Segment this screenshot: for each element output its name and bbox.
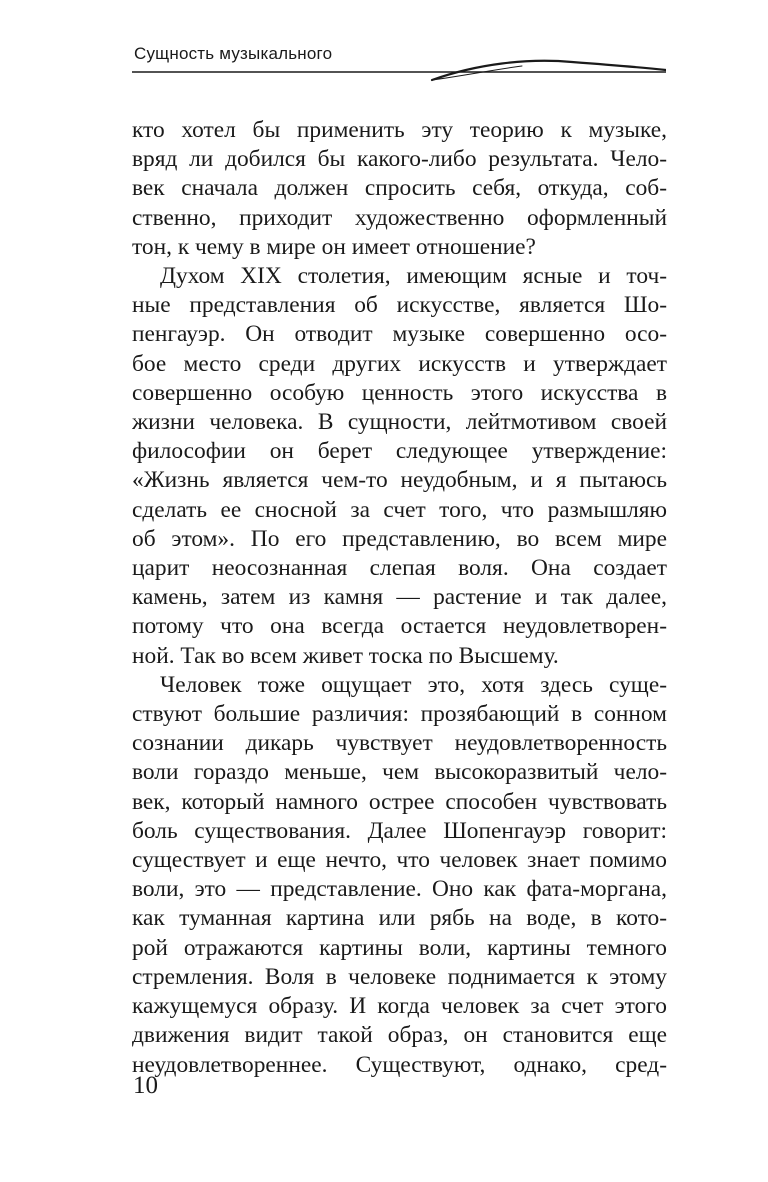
running-header: Сущность музыкального xyxy=(134,44,333,63)
text-line: ственно, приходит художественно оформленный xyxy=(132,204,667,231)
text-line: век, который намного острее способен чувствовать xyxy=(132,788,667,815)
text-line: пенгауэр. Он отводит музыке совершенно осо- xyxy=(132,321,667,348)
text-line: сознании дикарь чувствует неудовлетворенность xyxy=(132,730,667,757)
text-line: воли, это — представление. Оно как фата-моргана, xyxy=(132,876,667,903)
text-line: Духом XIX столетия, имеющим ясные и точ- xyxy=(160,263,667,290)
text-line: потому что она всегда остается неудовлетворен- xyxy=(132,613,667,640)
text-line: неудовлетвореннее. Существуют, однако, сред- xyxy=(132,1051,667,1078)
text-line: ствуют большие различия: прозябающий в сонном xyxy=(132,701,667,728)
text-line: кажущемуся образу. И когда человек за счет этого xyxy=(132,993,667,1020)
text-line: тон, к чему в мире он имеет отношение? xyxy=(132,233,536,260)
text-line: ные представления об искусстве, является Шо- xyxy=(132,292,667,319)
text-line: сделать ее сносной за счет того, что размышляю xyxy=(132,496,667,523)
text-line: кто хотел бы применить эту теорию к музыке, xyxy=(132,117,667,143)
text-line: век сначала должен спросить себя, откуда, соб- xyxy=(132,175,667,202)
text-line: «Жизнь является чем-то неудобным, и я пытаюсь xyxy=(132,467,667,494)
text-line: жизни человека. В сущности, лейтмотивом своей xyxy=(132,409,667,436)
text-line: Человек тоже ощущает это, хотя здесь суще- xyxy=(160,671,667,698)
page-number: 10 xyxy=(133,1072,158,1099)
text-line: вряд ли добился бы какого-либо результата. Чело- xyxy=(132,146,667,173)
text-line: об этом». По его представлению, во всем мире xyxy=(132,525,667,552)
text-line: движения видит такой образ, он становится еще xyxy=(132,1022,667,1049)
text-line: боль существования. Далее Шопенгауэр говорит: xyxy=(132,817,667,844)
text-line: философии он берет следующее утверждение: xyxy=(132,438,667,465)
text-line: стремления. Воля в человеке поднимается к этому xyxy=(132,963,667,990)
text-line: существует и еще нечто, что человек знает помимо xyxy=(132,847,667,874)
text-line: ной. Так во всем живет тоска по Высшему. xyxy=(132,642,559,669)
header-rule-ornament xyxy=(132,56,666,86)
text-line: бое место среди других искусств и утверждает xyxy=(132,350,667,377)
text-line: рой отражаются картины воли, картины темного xyxy=(132,934,667,961)
text-line: совершенно особую ценность этого искусства в xyxy=(132,379,667,406)
body-text xyxy=(132,116,667,1080)
text-line: царит неосознанная слепая воля. Она создает xyxy=(132,555,667,582)
text-line: камень, затем из камня — растение и так далее, xyxy=(132,584,667,611)
text-line: как туманная картина или рябь на воде, в кото- xyxy=(132,905,667,932)
text-line: воли гораздо меньше, чем высокоразвитый чело- xyxy=(132,759,667,786)
